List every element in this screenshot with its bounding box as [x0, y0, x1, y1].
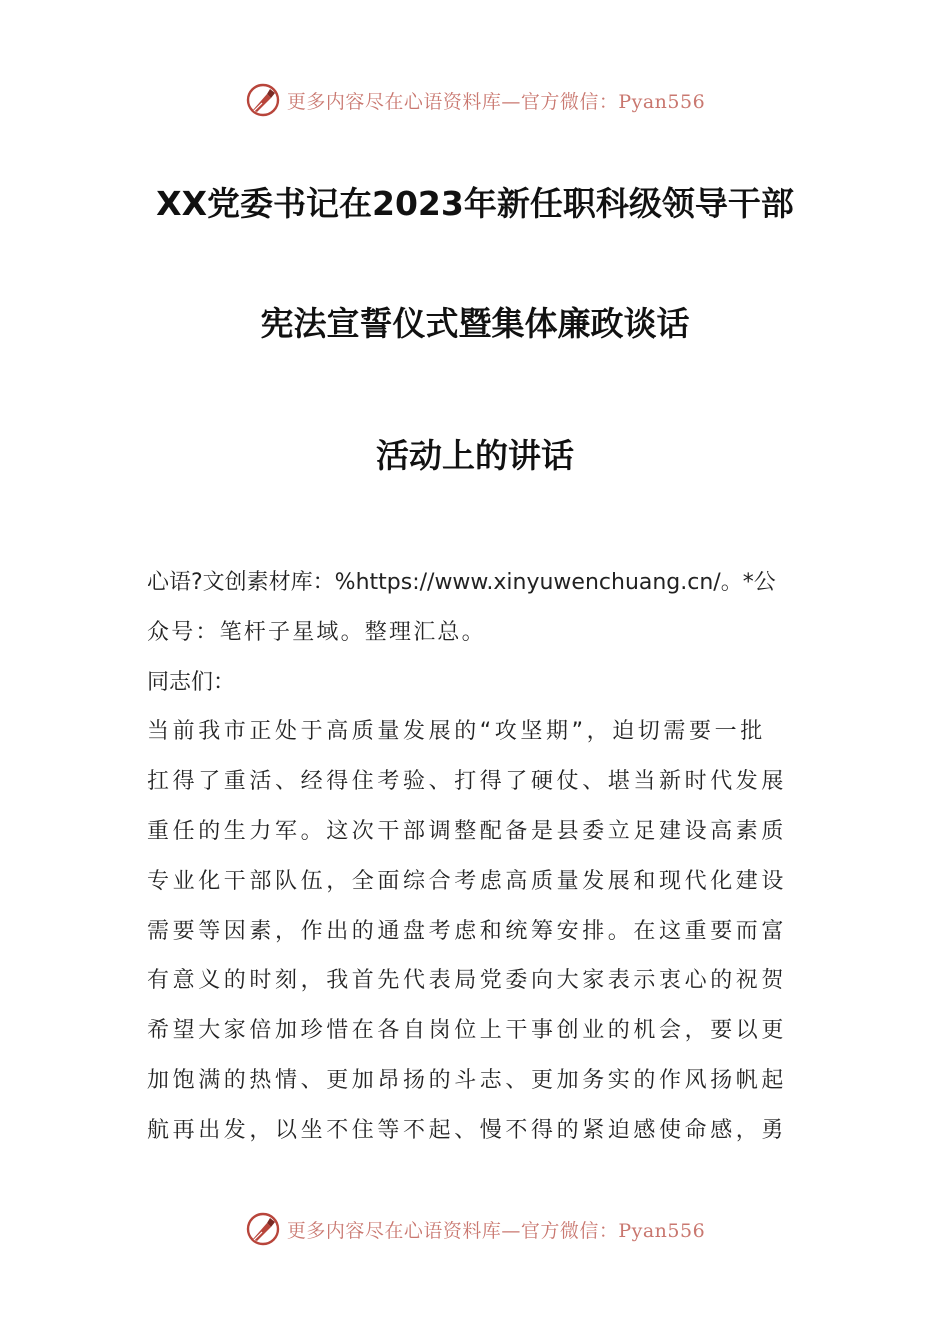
paragraph-line: 重任的生力军。这次干部调整配备是县委立足建设高素质 — [147, 818, 788, 844]
document-body — [147, 558, 807, 1156]
document-title-line-2: 宪法宣誓仪式暨集体廉政谈话 — [260, 304, 690, 343]
pen-nib-logo-icon — [245, 82, 281, 118]
document-title-line-3: 活动上的讲话 — [376, 436, 574, 475]
paragraph-line: 当前我市正处于高质量发展的“攻坚期”，迫切需要一批 — [147, 719, 766, 745]
greeting: 同志们： — [147, 669, 236, 695]
source-line-2: 众号：笔杆子星域。整理汇总。 — [147, 619, 486, 645]
pen-nib-logo-icon — [245, 1211, 281, 1247]
paragraph-line: 扛得了重活、经得住考验、打得了硬仗、堪当新时代发展 — [147, 769, 788, 795]
paragraph-line: 需要等因素，作出的通盘考虑和统筹安排。在这重要而富 — [147, 918, 788, 944]
watermark-text: 更多内容尽在心语资料库—官方微信：Pyan556 — [286, 1219, 706, 1242]
document-title-line-1: XX党委书记在2023年新任职科级领导干部 — [156, 184, 794, 223]
source-line-1: 心语?文创素材库：%https://www.xinyuwenchuang.cn/。*公 — [147, 570, 776, 595]
paragraph-line: 航再出发，以坐不住等不起、慢不得的紧迫感使命感，勇 — [147, 1117, 788, 1143]
watermark-text: 更多内容尽在心语资料库—官方微信：Pyan556 — [286, 90, 706, 113]
paragraph-line: 希望大家倍加珍惜在各自岗位上干事创业的机会，要以更 — [147, 1018, 788, 1044]
footer-watermark — [0, 1207, 950, 1251]
paragraph-line: 专业化干部队伍，全面综合考虑高质量发展和现代化建设 — [147, 868, 788, 894]
paragraph-line: 有意义的时刻，我首先代表局党委向大家表示衷心的祝贺 — [147, 968, 788, 994]
header-watermark — [0, 78, 950, 122]
paragraph-line: 加饱满的热情、更加昂扬的斗志、更加务实的作风扬帆起 — [147, 1067, 788, 1093]
